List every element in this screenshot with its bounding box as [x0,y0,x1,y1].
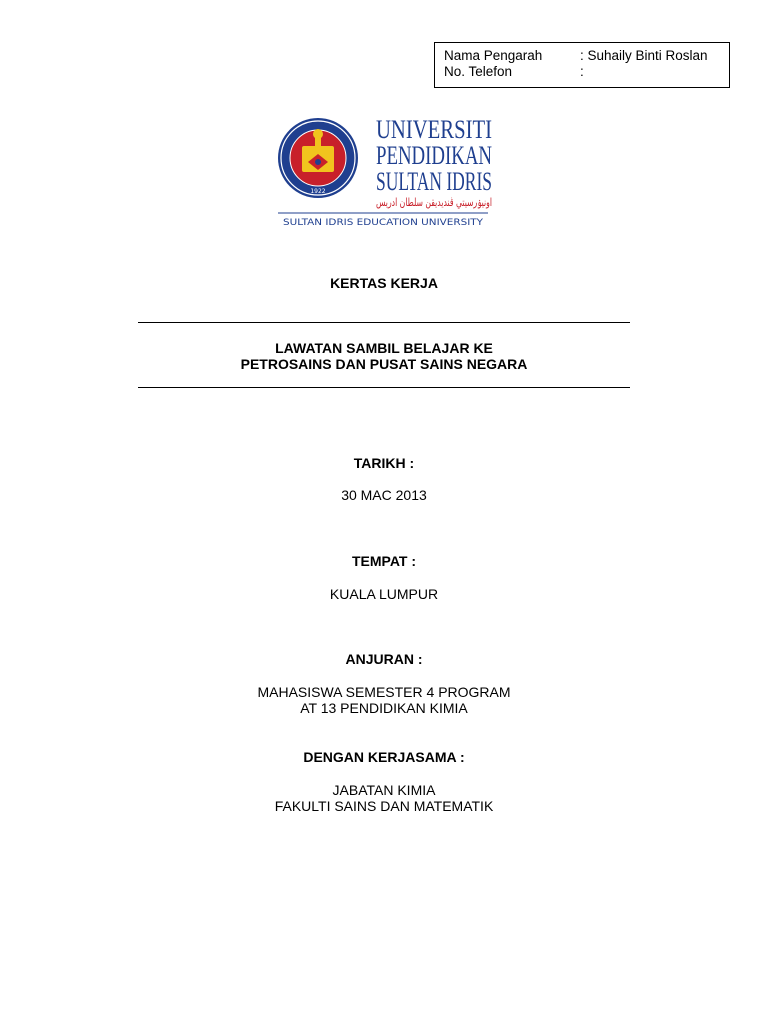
place-label: TEMPAT : [351,553,417,569]
title-rule-bottom [138,387,630,388]
university-seal-icon [268,94,382,198]
logo-word-universiti: UNIVERSITI [376,115,492,144]
director-value: : Suhaily Binti Roslan [580,48,708,63]
logo-word-pendidikan: PENDIDIKAN [376,141,493,170]
director-row [435,48,729,64]
phone-value: : [580,64,584,79]
title-line-1: LAWATAN SAMBIL BELAJAR KE [275,340,493,356]
organizer-label: ANJURAN : [345,651,423,667]
university-logo [268,94,500,240]
seal-motto: PENGETAHUAN SULUH BUDIMAN [268,94,383,102]
logo-word-sultan-idris: SULTAN IDRIS [376,167,492,196]
date-value: 30 MAC 2013 [341,487,427,503]
director-info-box [434,42,730,88]
logo-english-name: SULTAN IDRIS EDUCATION UNIVERSITY [283,218,484,228]
collaboration-line-2: FAKULTI SAINS DAN MATEMATIK [274,798,494,814]
organizer-line-2: AT 13 PENDIDIKAN KIMIA [300,700,468,716]
organizer-line-1: MAHASISWA SEMESTER 4 PROGRAM [257,684,511,700]
phone-row [435,64,729,80]
date-label: TARIKH : [353,455,415,471]
title-line-2: PETROSAINS DAN PUSAT SAINS NEGARA [240,356,528,372]
phone-label: No. Telefon [444,64,513,79]
logo-jawi-text: اونيۏرسيتي ڤنديديقن سلطان ادريس [376,196,492,209]
collaboration-line-1: JABATAN KIMIA [332,782,436,798]
document-type-heading: KERTAS KERJA [330,275,438,291]
seal-year: 1922 [310,188,326,195]
director-label: Nama Pengarah [444,48,543,63]
title-rule-top [138,322,630,323]
place-value: KUALA LUMPUR [329,586,439,602]
collaboration-label: DENGAN KERJASAMA : [303,749,465,765]
